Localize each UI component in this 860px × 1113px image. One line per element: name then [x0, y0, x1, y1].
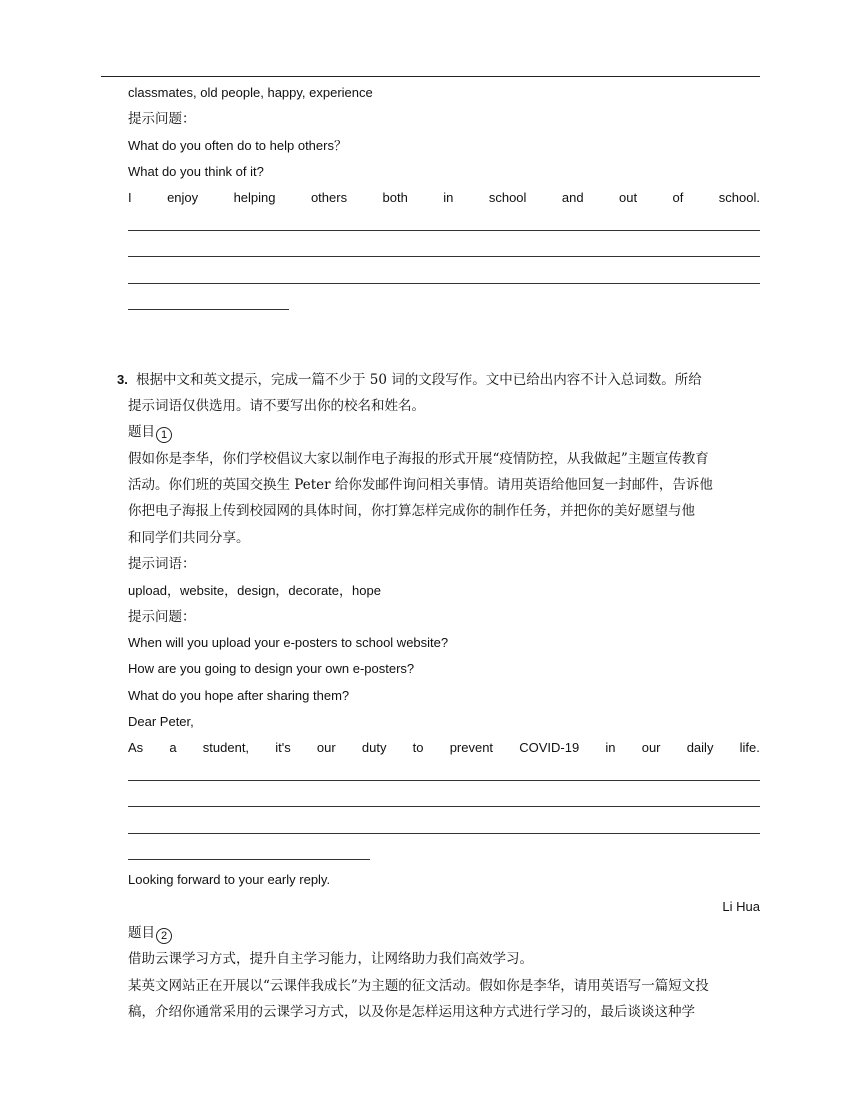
topic-1-paragraph-line: 假如你是李华，你们学校倡议大家以制作电子海报的形式开展“疫情防控，从我做起”主题宣传教育	[128, 451, 709, 467]
writing-blank-line[interactable]	[128, 806, 760, 807]
question-number: 3.	[117, 372, 128, 387]
starter-word: student,	[202, 740, 250, 755]
starter-word: in	[443, 190, 454, 205]
starter-word: enjoy	[167, 190, 199, 205]
starter-word: duty	[361, 740, 387, 755]
starter-word: both	[382, 190, 408, 205]
starter-word: in	[605, 740, 616, 755]
writing-blank-line[interactable]	[128, 780, 760, 781]
starter-word: daily	[686, 740, 714, 755]
starter-word: prevent	[449, 740, 494, 755]
topic-2-paragraph-line: 稿，介绍你通常采用的云课学习方式，以及你是怎样运用这种方式进行学习的，最后谈谈这种学	[128, 1004, 695, 1020]
prompt-questions-label: 提示问题：	[128, 111, 196, 127]
topic-1-paragraph-line: 你把电子海报上传到校园网的具体时间，你打算怎样完成你的制作任务，并把你的美好愿望与他	[128, 503, 695, 519]
hint-words-label: 提示词语：	[128, 556, 196, 572]
writing-blank-line[interactable]	[128, 256, 760, 257]
starter-word: out	[619, 190, 638, 205]
letter-signature: Li Hua	[722, 899, 760, 914]
hint-words: upload，website，design，decorate，hope	[128, 583, 381, 598]
starter-word: it's	[275, 740, 291, 755]
topic-2-heading	[128, 924, 760, 944]
topic-1-paragraph-line: 和同学们共同分享。	[128, 530, 250, 546]
starter-word: our	[641, 740, 661, 755]
hint-question-2: How are you going to design your own e-posters?	[128, 661, 415, 676]
topic-label: 题目	[128, 424, 155, 440]
topic-2-paragraph-line: 借助云课学习方式，提升自主学习能力，让网络助力我们高效学习。	[128, 951, 533, 967]
hint-questions-label: 提示问题：	[128, 609, 196, 625]
starter-word: a	[169, 740, 177, 755]
starter-word: life.	[739, 740, 760, 755]
hint-question-1: When will you upload your e-posters to school website?	[128, 635, 449, 650]
circled-number-1: 1	[156, 427, 172, 443]
prompt-question-1: What do you often do to help others？	[128, 138, 347, 153]
starter-word: helping	[233, 190, 276, 205]
starter-word: school	[488, 190, 527, 205]
topic-1-heading	[128, 423, 760, 443]
topic-label: 题目	[128, 925, 155, 941]
hint-question-3: What do you hope after sharing them?	[128, 688, 350, 703]
topic-1-paragraph-line: 活动。你们班的英国交换生 Peter 给你发邮件询问相关事情。请用英语给他回复一封邮件，告诉他	[128, 477, 713, 493]
prompt-question-2: What do you think of it?	[128, 164, 264, 179]
starter-word: COVID-19	[519, 740, 580, 755]
writing-blank-line[interactable]	[128, 283, 760, 284]
starter-word: I	[128, 190, 132, 205]
writing-blank-line[interactable]	[128, 833, 760, 834]
instruction-line: 提示词语仅供选用。请不要写出你的校名和姓名。	[128, 398, 425, 414]
starter-word: our	[316, 740, 336, 755]
topic-2-paragraph-line: 某英文网站正在开展以“云课伴我成长”为主题的征文活动。假如你是李华，请用英语写一篇短文投	[128, 978, 709, 994]
instruction-line: 根据中文和英文提示，完成一篇不少于 50 词的文段写作。文中已给出内容不计入总词数。所给	[136, 372, 702, 388]
starter-word: others	[310, 190, 348, 205]
starter-word: school.	[718, 190, 760, 205]
starter-word: and	[561, 190, 584, 205]
writing-blank-line[interactable]	[128, 309, 289, 310]
starter-word: of	[672, 190, 684, 205]
starter-word: to	[412, 740, 424, 755]
writing-blank-line[interactable]	[128, 859, 370, 860]
circled-number-2: 2	[156, 928, 172, 944]
header-rule	[101, 76, 760, 77]
starter-sentence	[128, 739, 760, 757]
starter-word: As	[128, 740, 144, 755]
letter-salutation: Dear Peter,	[128, 714, 194, 729]
keywords-line: classmates, old people, happy, experience	[128, 85, 373, 100]
starter-sentence	[128, 189, 760, 207]
writing-blank-line[interactable]	[128, 230, 760, 231]
letter-closing: Looking forward to your early reply.	[128, 872, 331, 887]
